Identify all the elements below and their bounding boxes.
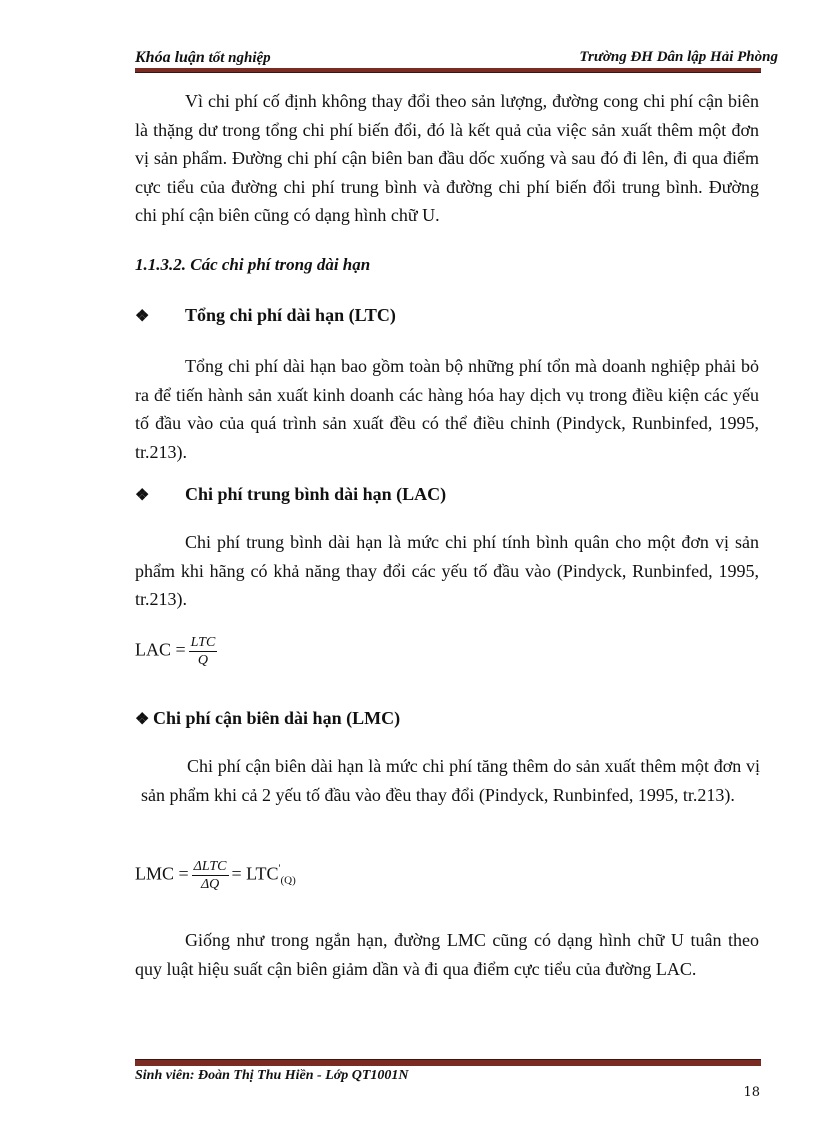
paragraph-lmc: Chi phí cận biên dài hạn là mức chi phí tăng thêm do sản xuất thêm một đơn vị sản phẩm khi cả 2 yếu tố đầu vào đều thay đổi (Pindyck, Runbinfed, 1995, tr.213).: [141, 756, 760, 805]
fraction: $\frac{\text{ΔLTC}}{\Delta Q}$: [193, 859, 227, 892]
header-right: Trường ĐH Dân lập Hải Phòng: [579, 49, 778, 65]
heading-ltc: ❖ Tổng chi phí dài hạn (LTC): [135, 305, 396, 325]
formula-lac: LAC = $\frac{\text{LTC}}{Q}$: [135, 635, 216, 668]
diamond-bullet-icon: ❖: [135, 487, 150, 504]
diamond-bullet-icon: ❖: [135, 308, 150, 325]
section-heading: 1.1.3.2. Các chi phí trong dài hạn: [135, 255, 371, 274]
header-rule: [135, 68, 761, 73]
diamond-bullet-icon: ❖: [135, 711, 150, 728]
paragraph-lac: Chi phí trung bình dài hạn là mức chi phí tính bình quân cho một đơn vị sản phẩm khi hãng có khả năng thay đổi các yếu tố đầu vào (Pindyck, Runbinfed, 1995, tr.213).: [135, 532, 759, 609]
paragraph-lmc-shape: Giống như trong ngắn hạn, đường LMC cũng có dạng hình chữ U tuân theo quy luật hiệu suất cận biên giảm dần và đi qua điểm cực tiểu của đường LAC.: [135, 930, 759, 979]
fraction: $\frac{\text{LTC}}{Q}$: [190, 635, 216, 668]
paragraph-marginal-cost: Vì chi phí cố định không thay đổi theo sản lượng, đường cong chi phí cận biên là thặng dư trong tổng chi phí biến đổi, đó là kết quả của việc sản xuất thêm một đơn vị sản phẩm. Đường chi phí cận biên ban đầu dốc xuống và sau đó đi lên, đi qua điểm cực tiểu của đường chi phí trung bình và đường chi phí biến đổi trung bình. Đường chi phí cận biên cũng có dạng hình chữ U.: [135, 91, 759, 225]
formula-lmc: LMC = $\frac{\text{ΔLTC}}{\Delta Q}$ = $LTC'_{(Q)}$: [135, 859, 296, 892]
paragraph-ltc: Tổng chi phí dài hạn bao gồm toàn bộ những phí tổn mà doanh nghiệp phải bỏ ra để tiến hành sản xuất kinh doanh các hàng hóa hay dịch vụ trong điều kiện các yếu tố đầu vào của quá trình sản xuất đều có thể điều chỉnh (Pindyck, Runbinfed, 1995, tr.213).: [135, 356, 759, 462]
header-left: Khóa luận tốt nghiệp: [135, 49, 271, 66]
heading-lmc: ❖ Chi phí cận biên dài hạn (LMC): [135, 708, 401, 728]
footer-rule: [135, 1059, 761, 1066]
heading-lac: ❖ Chi phí trung bình dài hạn (LAC): [135, 484, 447, 504]
page-header: [135, 47, 778, 69]
page-number: 18: [743, 1085, 760, 1100]
page-footer: Sinh viên: Đoàn Thị Thu Hiền - Lớp QT1001N: [135, 1068, 409, 1083]
